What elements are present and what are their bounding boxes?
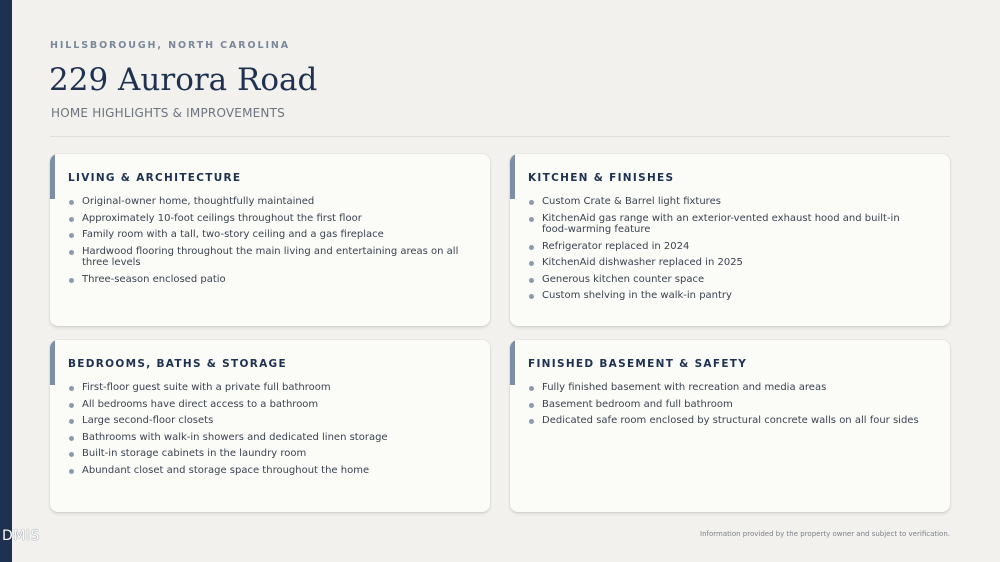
brand-logo: DMIS xyxy=(2,528,40,544)
footer-disclaimer: Information provided by the property owner and subject to verification. xyxy=(700,530,950,538)
list-item: Approximately 10-foot ceilings throughout the first floor xyxy=(68,213,468,225)
header-divider xyxy=(50,136,950,137)
list-item: Fully finished basement with recreation and media areas xyxy=(528,382,928,394)
card-kitchen-finishes xyxy=(510,154,950,326)
card-title: KITCHEN & FINISHES xyxy=(528,172,675,184)
card-list xyxy=(528,196,928,307)
card-living-architecture xyxy=(50,154,490,326)
list-item: All bedrooms have direct access to a bathroom xyxy=(68,399,468,411)
card-bedrooms-baths-storage xyxy=(50,340,490,512)
card-list xyxy=(68,196,468,290)
list-item: KitchenAid gas range with an exterior-vented exhaust hood and built-in food-warming feature xyxy=(528,213,928,236)
page-title: 229 Aurora Road xyxy=(49,62,318,98)
card-accent xyxy=(50,154,55,199)
list-item: Custom shelving in the walk-in pantry xyxy=(528,290,928,302)
list-item: Bathrooms with walk-in showers and dedicated linen storage xyxy=(68,432,468,444)
list-item: Abundant closet and storage space throughout the home xyxy=(68,465,468,477)
page-subtitle: HOME HIGHLIGHTS & IMPROVEMENTS xyxy=(51,106,285,120)
list-item: Custom Crate & Barrel light fixtures xyxy=(528,196,928,208)
card-finished-basement-safety xyxy=(510,340,950,512)
list-item: Hardwood flooring throughout the main living and entertaining areas on all three levels xyxy=(68,246,468,269)
left-brand-bar xyxy=(0,0,12,562)
list-item: Large second-floor closets xyxy=(68,415,468,427)
list-item: Generous kitchen counter space xyxy=(528,274,928,286)
list-item: Original-owner home, thoughtfully maintained xyxy=(68,196,468,208)
list-item: First-floor guest suite with a private full bathroom xyxy=(68,382,468,394)
list-item: Built-in storage cabinets in the laundry room xyxy=(68,448,468,460)
list-item: Family room with a tall, two-story ceiling and a gas fireplace xyxy=(68,229,468,241)
card-accent xyxy=(50,340,55,385)
list-item: Basement bedroom and full bathroom xyxy=(528,399,928,411)
list-item: Dedicated safe room enclosed by structural concrete walls on all four sides xyxy=(528,415,928,427)
card-title: LIVING & ARCHITECTURE xyxy=(68,172,242,184)
list-item: Three-season enclosed patio xyxy=(68,274,468,286)
list-item: Refrigerator replaced in 2024 xyxy=(528,241,928,253)
card-list xyxy=(68,382,468,481)
card-title: BEDROOMS, BATHS & STORAGE xyxy=(68,358,287,370)
card-title: FINISHED BASEMENT & SAFETY xyxy=(528,358,748,370)
list-item: KitchenAid dishwasher replaced in 2025 xyxy=(528,257,928,269)
location-label: HILLSBOROUGH, NORTH CAROLINA xyxy=(50,40,290,51)
card-list xyxy=(528,382,928,432)
card-accent xyxy=(510,340,515,385)
card-accent xyxy=(510,154,515,199)
